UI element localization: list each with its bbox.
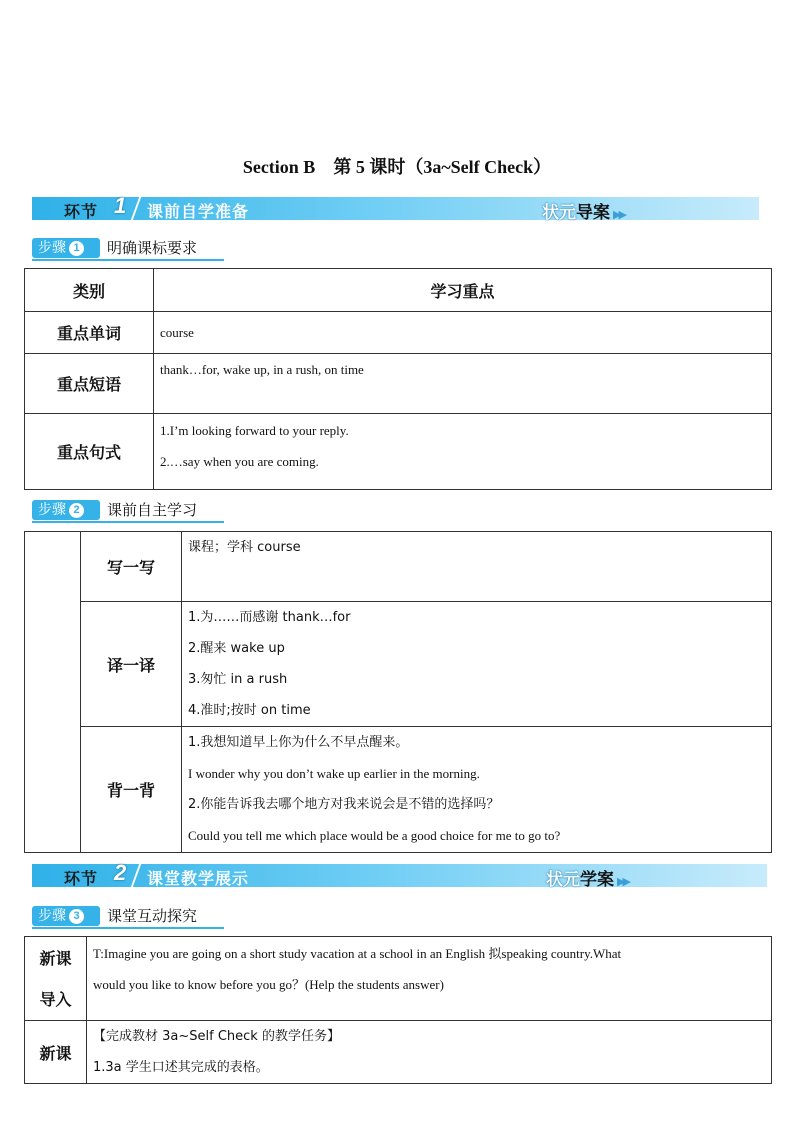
- row-label: 重点短语: [25, 354, 154, 414]
- huanjie-label: 环节: [64, 204, 99, 221]
- step-pill: 步骤 1: [32, 238, 100, 258]
- blank-column: [25, 532, 81, 853]
- step-number-badge: 2: [69, 503, 84, 518]
- row-content: 1.我想知道早上你为什么不早点醒来。 I wonder why you don’t wake up earlier in the morning. 2.你能告诉我去哪个地方对我来说会是不错的选择吗？ Could you tell me which place would be a good choice for me to go to?: [182, 727, 772, 853]
- huanjie-number: 2: [114, 860, 127, 885]
- row-label: 重点单词: [25, 312, 154, 354]
- self-study-table: [24, 531, 772, 853]
- zhuangyuan-label: 状元导案 ▶▶: [542, 203, 624, 223]
- header-focus: 学习重点: [154, 269, 772, 312]
- step-pill: 步骤 2: [32, 500, 100, 520]
- step-number-badge: 3: [69, 909, 84, 924]
- step-1-header: [32, 238, 232, 258]
- row-content: 【完成教材 3a~Self Check 的教学任务】 1.3a 学生口述其完成的表格。: [87, 1021, 772, 1084]
- huanjie-label: 环节: [64, 871, 99, 888]
- zhuangyuan-label: 状元学案 ▶▶: [546, 870, 628, 890]
- row-label: 写一写: [81, 532, 182, 602]
- step-pill: 步骤 3: [32, 906, 100, 926]
- stage-label: 课堂教学展示: [147, 869, 250, 888]
- row-label: 重点句式: [25, 414, 154, 490]
- page-title: Section B 第 5 课时（3a~Self Check）: [242, 157, 552, 177]
- row-label: 新课 导入: [25, 937, 87, 1021]
- classroom-table: [24, 936, 772, 1084]
- step-label: 课前自主学习: [107, 501, 198, 519]
- step-3-header: [32, 906, 232, 926]
- section-bar-2: [32, 860, 767, 890]
- row-content: 1.I’m looking forward to your reply. 2.…say when you are coming.: [154, 414, 772, 490]
- huanjie-number: 1: [114, 193, 127, 218]
- step-number-badge: 1: [69, 241, 84, 256]
- double-arrow-icon: ▶▶: [617, 875, 628, 888]
- course-requirements-table: [24, 268, 772, 490]
- double-arrow-icon: ▶▶: [613, 208, 624, 221]
- step-label: 明确课标要求: [107, 239, 198, 257]
- row-content: course: [154, 312, 772, 354]
- row-content: 课程；学科 course: [182, 532, 772, 602]
- row-content: thank…for, wake up, in a rush, on time: [154, 354, 772, 414]
- step-2-header: [32, 500, 232, 520]
- row-label: 译一译: [81, 602, 182, 727]
- step-label: 课堂互动探究: [107, 907, 198, 925]
- row-label: 新课: [25, 1021, 87, 1084]
- stage-label: 课前自学准备: [147, 202, 250, 221]
- section-bar-1: [32, 193, 759, 223]
- row-label: 背一背: [81, 727, 182, 853]
- header-category: 类别: [25, 269, 154, 312]
- row-content: T:Imagine you are going on a short study vacation at a school in an English 拟speaking country.What would you like to know before you go？(Help the students answer): [87, 937, 772, 1021]
- row-content: 1.为……而感谢 thank…for 2.醒来 wake up 3.匆忙 in a rush 4.准时;按时 on time: [182, 602, 772, 727]
